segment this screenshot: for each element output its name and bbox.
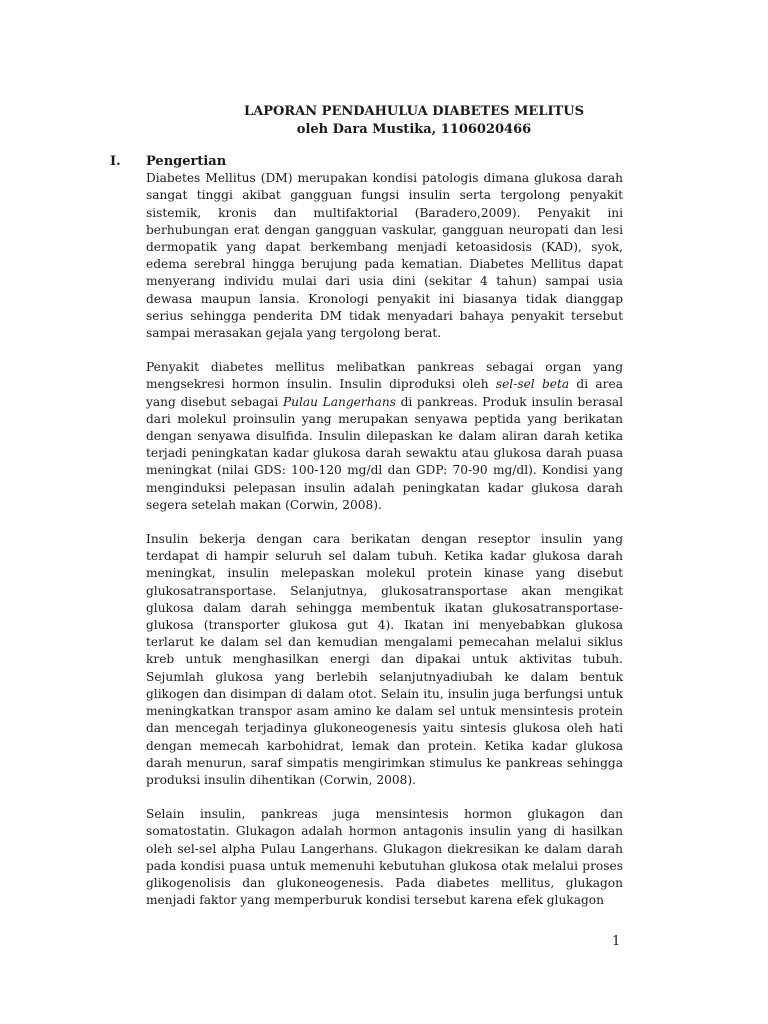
paragraph-3: Insulin bekerja dengan cara berikatan dengan reseptor insulin yang terdapat di hampir seluruh sel dalam tubuh. Ketika kadar glukosa darah meningkat, insulin melepaskan molekul protein kinase yang disebut glukosatransportase. Selanjutnya, glukosatransportase akan mengikat glukosa dalam darah sehingga membentuk ikatan glukosatransportase-glukosa (transporter glukosa gut 4). Ikatan ini menyebabkan glukosa terlarut ke dalam sel dan kemudian mengalami pemecahan melalui siklus kreb untuk menghasilkan energi dan dipakai untuk aktivitas tubuh. Sejumlah glukosa yang berlebih selanjutnyadiubah ke dalam bentuk glikogen dan disimpan di dalam otot. Selain itu, insulin juga berfungsi untuk meningkatkan transpor asam amino ke dalam sel untuk mensintesis protein dan mencegah terjadinya glukoneogenesis yaitu sintesis glukosa oleh hati dengan memecah karbohidrat, lemak dan protein. Ketika kadar glukosa darah menurun, saraf simpatis mengirimkan stimulus ke pankreas sehingga produksi insulin dihentikan (Corwin, 2008). [146, 532, 623, 787]
author-line: oleh Dara Mustika, 1106020466 [296, 122, 532, 137]
title-block [0, 103, 768, 139]
paragraph-2-text-c: di pankreas. Produk insulin berasal dari molekul proinsulin yang merupakan senyawa peptida yang berikatan dengan senyawa disulfida. Insulin dilepaskan ke dalam aliran darah ketika terjadi peningkatan kadar glukosa darah sewaktu atau glukosa darah puasa meningkat (nilai GDS: 100-120 mg/dl dan GDP: 70-90 mg/dl). Kondisi yang menginduksi pelepasan insulin adalah peningkatan kadar glukosa darah segera setelah makan (Corwin, 2008). [146, 394, 623, 512]
section-heading: Pengertian [146, 154, 227, 169]
paragraph-1: Diabetes Mellitus (DM) merupakan kondisi patologis dimana glukosa darah sangat tinggi akibat gangguan fungsi insulin serta tergolong penyakit sistemik, kronis dan multifaktorial (Baradero,2009). Penyakit ini berhubungan erat dengan gangguan vaskular, gangguan neuropati dan lesi dermopatik yang dapat berkembang menjadi ketoasidosis (KAD), syok, edema serebral hingga berujung pada kematian. Diabetes Mellitus dapat menyerang individu mulai dari usia dini (sekitar 4 tahun) sampai usia dewasa maupun lansia. Kronologi penyakit ini biasanya tidak dianggap serius sehingga penderita DM tidak menyadari bahaya penyakit tersebut sampai merasakan gejala yang tergolong berat. [146, 171, 623, 341]
paragraph-2-text-a: Penyakit diabetes mellitus melibatkan pankreas sebagai organ yang mengsekresi hormon insulin. Insulin diproduksi oleh [146, 360, 623, 392]
paragraph-2 [146, 359, 623, 514]
section-body [146, 153, 623, 926]
section-number: I. [110, 154, 121, 169]
document-title: LAPORAN PENDAHULUA DIABETES MELITUS [244, 104, 584, 119]
paragraph-4: Selain insulin, pankreas juga mensintesis hormon glukagon dan somatostatin. Glukagon adalah hormon antagonis insulin yang di hasilkan oleh sel-sel alpha Pulau Langerhans. Glukagon diekresikan ke dalam darah pada kondisi puasa untuk memenuhi kebutuhan glukosa otak melalui proses glikogenolisis dan glukoneogenesis. Pada diabetes mellitus, glukagon menjadi faktor yang memperburuk kondisi tersebut karena efek glukagon [146, 807, 623, 908]
paragraph-2-text-b: di area yang disebut sebagai [146, 377, 623, 409]
page-number: 1 [612, 934, 621, 949]
paragraph-2-italic-a: sel-sel beta [495, 377, 570, 392]
paragraph-2-italic-b: Pulau Langerhans [282, 394, 396, 409]
